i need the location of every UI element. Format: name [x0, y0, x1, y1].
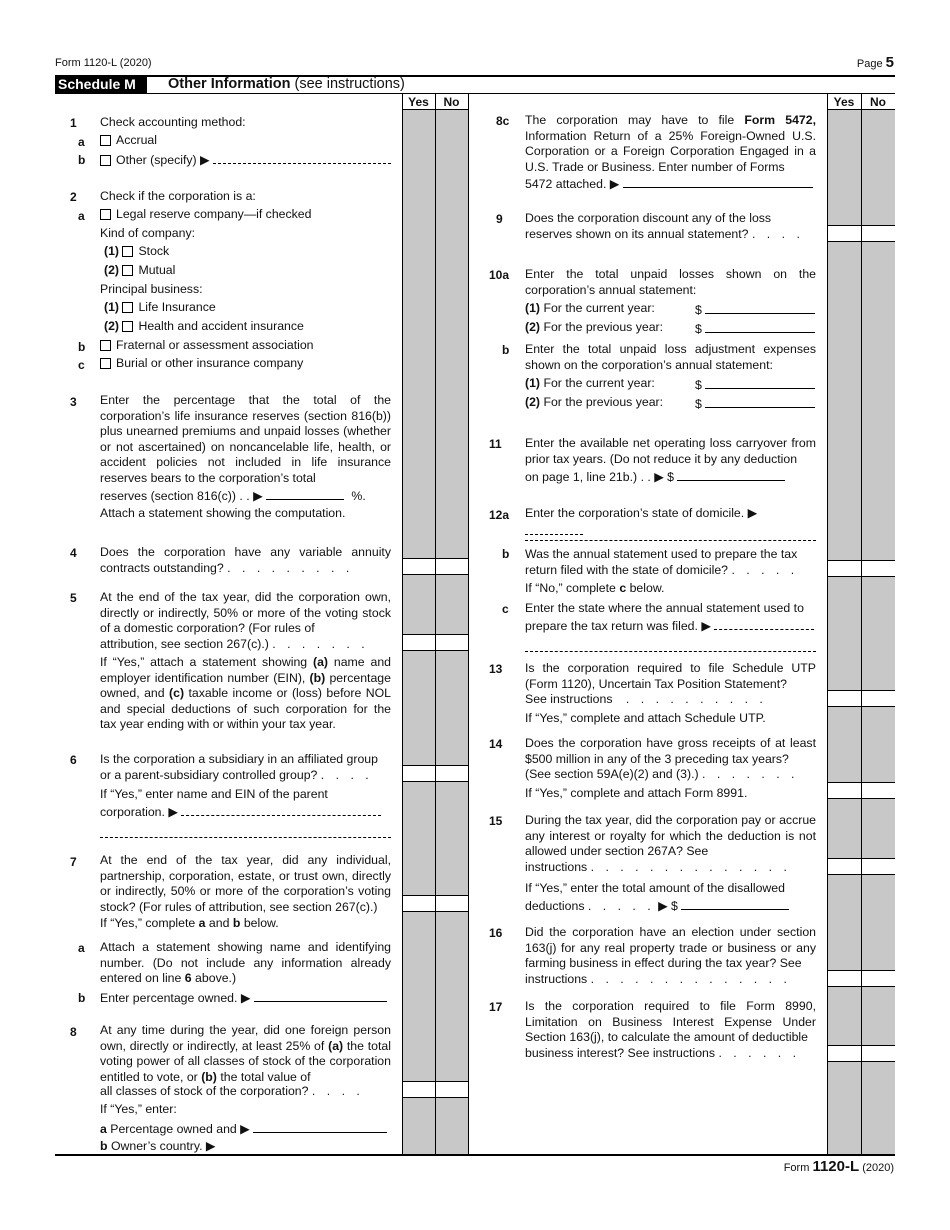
state-of-domicile-field[interactable] — [525, 522, 583, 535]
q5-instructions: If “Yes,” attach a statement showing (a) name and employer identification number (EIN), (b) percentage owned, and (c) taxable income or (loss) before NOL and special deductions of such corporation for the tax year ending with or within your tax year. — [100, 655, 391, 732]
unpaid-losses-current-field[interactable] — [705, 301, 815, 314]
adjustment-expenses-current-field[interactable] — [705, 376, 815, 389]
state-of-domicile-line-2[interactable] — [525, 540, 816, 541]
q15-yes-box[interactable] — [828, 858, 861, 875]
accrual-checkbox[interactable] — [100, 135, 111, 146]
parent-corporation-field[interactable] — [181, 803, 381, 816]
bottom-rule — [55, 1154, 895, 1156]
q4-no-box[interactable] — [436, 558, 468, 575]
fraternal-checkbox[interactable] — [100, 340, 111, 351]
parent-corporation-line-2[interactable] — [100, 837, 391, 838]
q1-text: Check accounting method: — [100, 115, 246, 129]
q17-no-box[interactable] — [862, 1045, 895, 1062]
q6-no-box[interactable] — [436, 765, 468, 782]
health-accident-checkbox[interactable] — [122, 321, 133, 332]
q12b-yes-box[interactable] — [828, 560, 861, 577]
q1a-row: Accrual — [100, 133, 157, 149]
q1b-row: Other (specify) ▶ — [100, 151, 391, 169]
q17-yes-box[interactable] — [828, 1045, 861, 1062]
q7-no-box[interactable] — [436, 895, 468, 912]
mutual-checkbox[interactable] — [122, 265, 133, 276]
disallowed-deductions-field[interactable] — [681, 897, 789, 910]
legal-reserve-checkbox[interactable] — [100, 209, 111, 220]
q13-no-box[interactable] — [862, 690, 895, 707]
form-footer: Form 1120-L (2020) — [783, 1158, 894, 1175]
q3-percentage-field[interactable] — [266, 487, 344, 500]
q14-no-box[interactable] — [862, 782, 895, 799]
q4-yes-box[interactable] — [403, 558, 435, 575]
stock-checkbox[interactable] — [122, 246, 133, 257]
q6-yes-box[interactable] — [403, 765, 435, 782]
burial-checkbox[interactable] — [100, 358, 111, 369]
q9-no-box[interactable] — [862, 225, 895, 242]
q5-no-box[interactable] — [436, 634, 468, 651]
q8-no-box[interactable] — [436, 1081, 468, 1098]
percentage-owned-field[interactable] — [254, 989, 387, 1002]
schedule-label: Schedule M — [55, 76, 147, 93]
nol-carryover-field[interactable] — [677, 468, 785, 481]
foreign-percentage-field[interactable] — [253, 1120, 387, 1133]
other-method-field[interactable] — [213, 151, 391, 164]
q3-text: Enter the percentage that the total of the corporation’s life insurance reserves (section 816(b)) plus unearned premiums and unpaid losses (whether or not ascertained) on noncancelable life, health, or accident policies not included in life insurance reserves bears to the corporation’s total — [100, 393, 391, 485]
q16-no-box[interactable] — [862, 970, 895, 987]
filing-state-line-2[interactable] — [525, 651, 816, 652]
q15-no-box[interactable] — [862, 858, 895, 875]
right-no-header: No — [870, 95, 886, 109]
q8-yes-box[interactable] — [403, 1081, 435, 1098]
right-yes-header: Yes — [833, 95, 855, 109]
q5-yes-box[interactable] — [403, 634, 435, 651]
q16-yes-box[interactable] — [828, 970, 861, 987]
filing-state-field[interactable] — [714, 617, 814, 630]
left-yes-header: Yes — [408, 95, 429, 109]
other-method-checkbox[interactable] — [100, 155, 111, 166]
life-insurance-checkbox[interactable] — [122, 302, 133, 313]
left-no-header: No — [443, 95, 460, 109]
q9-yes-box[interactable] — [828, 225, 861, 242]
q14-yes-box[interactable] — [828, 782, 861, 799]
unpaid-losses-previous-field[interactable] — [705, 320, 815, 333]
forms-5472-count-field[interactable] — [623, 175, 813, 188]
adjustment-expenses-previous-field[interactable] — [705, 395, 815, 408]
page-number: Page 5 — [856, 54, 894, 71]
q12b-no-box[interactable] — [862, 560, 895, 577]
q13-yes-box[interactable] — [828, 690, 861, 707]
form-year-label: Form 1120-L (2020) — [55, 57, 152, 69]
q7-yes-box[interactable] — [403, 895, 435, 912]
schedule-title: Other Information (see instructions) — [168, 76, 405, 92]
